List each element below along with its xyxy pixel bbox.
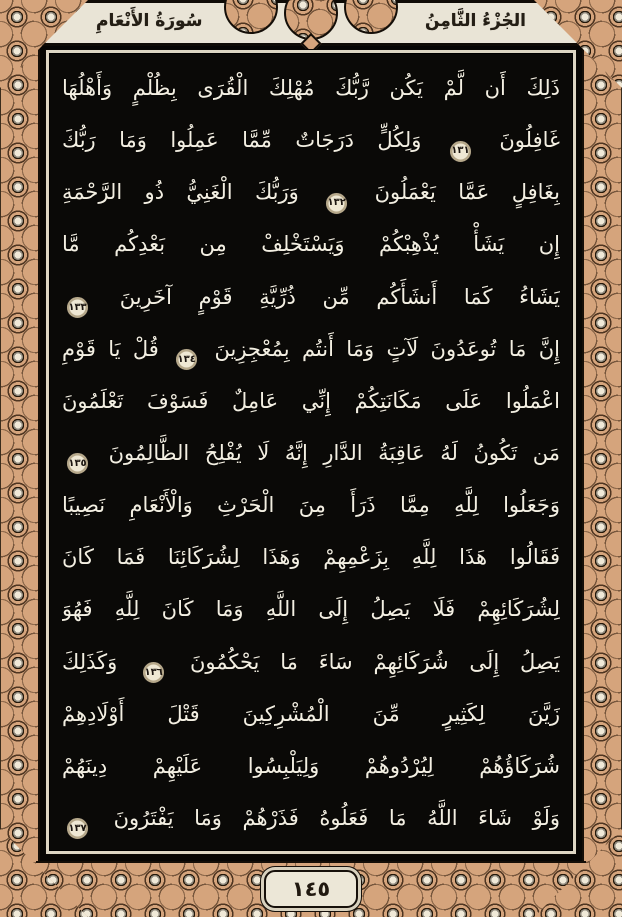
page-number-cartouche <box>264 870 358 908</box>
verse-text: فَقَالُوا هَذَا لِلَّهِ بِزَعْمِهِمْ وَهَذَا لِشُرَكَائِنَا فَمَا كَانَ <box>62 545 560 570</box>
quran-line <box>62 479 560 531</box>
verse-text: وَجَعَلُوا لِلَّهِ مِمَّا ذَرَأَ مِنَ الْحَرْثِ وَالْأَنْعَامِ نَصِيبًا <box>62 493 560 518</box>
quran-line <box>62 792 560 844</box>
verse-text: وَلِكُلٍّ دَرَجَاتٌ مِّمَّا عَمِلُوا وَمَا رَبُّكَ <box>62 128 422 153</box>
verse-text: زَيَّنَ لِكَثِيرٍ مِّنَ الْمُشْرِكِينَ قَتْلَ أَوْلَادِهِمْ <box>62 701 560 726</box>
quran-line <box>62 636 560 688</box>
header-band <box>40 0 582 46</box>
quran-line <box>62 62 560 114</box>
verse-text: إِن يَشَأْ يُذْهِبْكُمْ وَيَسْتَخْلِفْ مِن بَعْدِكُم مَّا <box>62 232 560 257</box>
surah-title: سُورَةُ الأَنْعَامِ <box>96 11 203 31</box>
verse-text: ذَلِكَ أَن لَّمْ يَكُن رَّبُّكَ مُهْلِكَ الْقُرَى بِظُلْمٍ وَأَهْلُهَا <box>62 76 560 100</box>
quran-line <box>62 218 560 270</box>
border-ornament-left <box>0 0 40 917</box>
ayah-number-medallion: ١٣٣ <box>66 296 89 319</box>
quran-line <box>62 531 560 583</box>
quran-line <box>62 688 560 740</box>
page-number: ١٤٥ <box>291 877 331 901</box>
verse-text: قُلْ يَا قَوْمِ <box>62 336 159 361</box>
verse-text: شُرَكَاؤُهُمْ لِيُرْدُوهُمْ وَلِيَلْبِسُوا عَلَيْهِمْ دِينَهُمْ <box>62 753 560 778</box>
verse-text: لِشُرَكَائِهِمْ فَلَا يَصِلُ إِلَى اللَّهِ وَمَا كَانَ لِلَّهِ فَهُوَ <box>62 597 560 622</box>
quran-line <box>62 323 560 375</box>
ayah-number-medallion: ١٣٢ <box>325 192 348 215</box>
verse-text: وَلَوْ شَاءَ اللَّهُ مَا فَعَلُوهُ فَذَرْهُمْ وَمَا يَفْتَرُونَ <box>113 805 560 830</box>
verse-text: يَصِلُ إِلَى شُرَكَائِهِمْ سَاءَ مَا يَحْكُمُونَ <box>189 649 560 674</box>
ayah-number-medallion: ١٣٥ <box>66 452 89 475</box>
verse-text: اعْمَلُوا عَلَى مَكَانَتِكُمْ إِنِّي عَامِلٌ فَسَوْفَ تَعْلَمُونَ <box>62 388 560 413</box>
text-frame <box>45 49 577 855</box>
quran-line <box>62 375 560 427</box>
quran-line <box>62 114 560 166</box>
quran-line <box>62 427 560 479</box>
ayah-number-medallion: ١٣٧ <box>66 817 89 840</box>
border-ornament-right <box>582 0 622 917</box>
verse-text: يَشَاءُ كَمَا أَنشَأَكُم مِّن ذُرِّيَّةِ قَوْمٍ آخَرِينَ <box>119 284 560 309</box>
verse-text: إِنَّ مَا تُوعَدُونَ لَآتٍ وَمَا أَنتُم بِمُعْجِزِينَ <box>214 336 560 361</box>
quran-line <box>62 740 560 792</box>
quran-line <box>62 271 560 323</box>
verse-text: وَكَذَلِكَ <box>62 649 118 674</box>
ayah-number-medallion: ١٣٦ <box>142 661 165 684</box>
verse-text: بِغَافِلٍ عَمَّا يَعْمَلُونَ <box>374 180 560 205</box>
ayah-number-medallion: ١٣١ <box>449 140 472 163</box>
verse-text: وَرَبُّكَ الْغَنِيُّ ذُو الرَّحْمَةِ <box>62 180 299 205</box>
ayah-number-medallion: ١٣٤ <box>175 348 198 371</box>
quran-line <box>62 166 560 218</box>
verse-text: غَافِلُونَ <box>499 128 560 153</box>
juz-title: الجُزْءُ الثَّامِنُ <box>424 11 526 31</box>
verse-text: مَن تَكُونُ لَهُ عَاقِبَةُ الدَّارِ إِنَّهُ لَا يُفْلِحُ الظَّالِمُونَ <box>108 440 560 465</box>
quran-line <box>62 583 560 635</box>
quran-text-block <box>49 53 573 851</box>
